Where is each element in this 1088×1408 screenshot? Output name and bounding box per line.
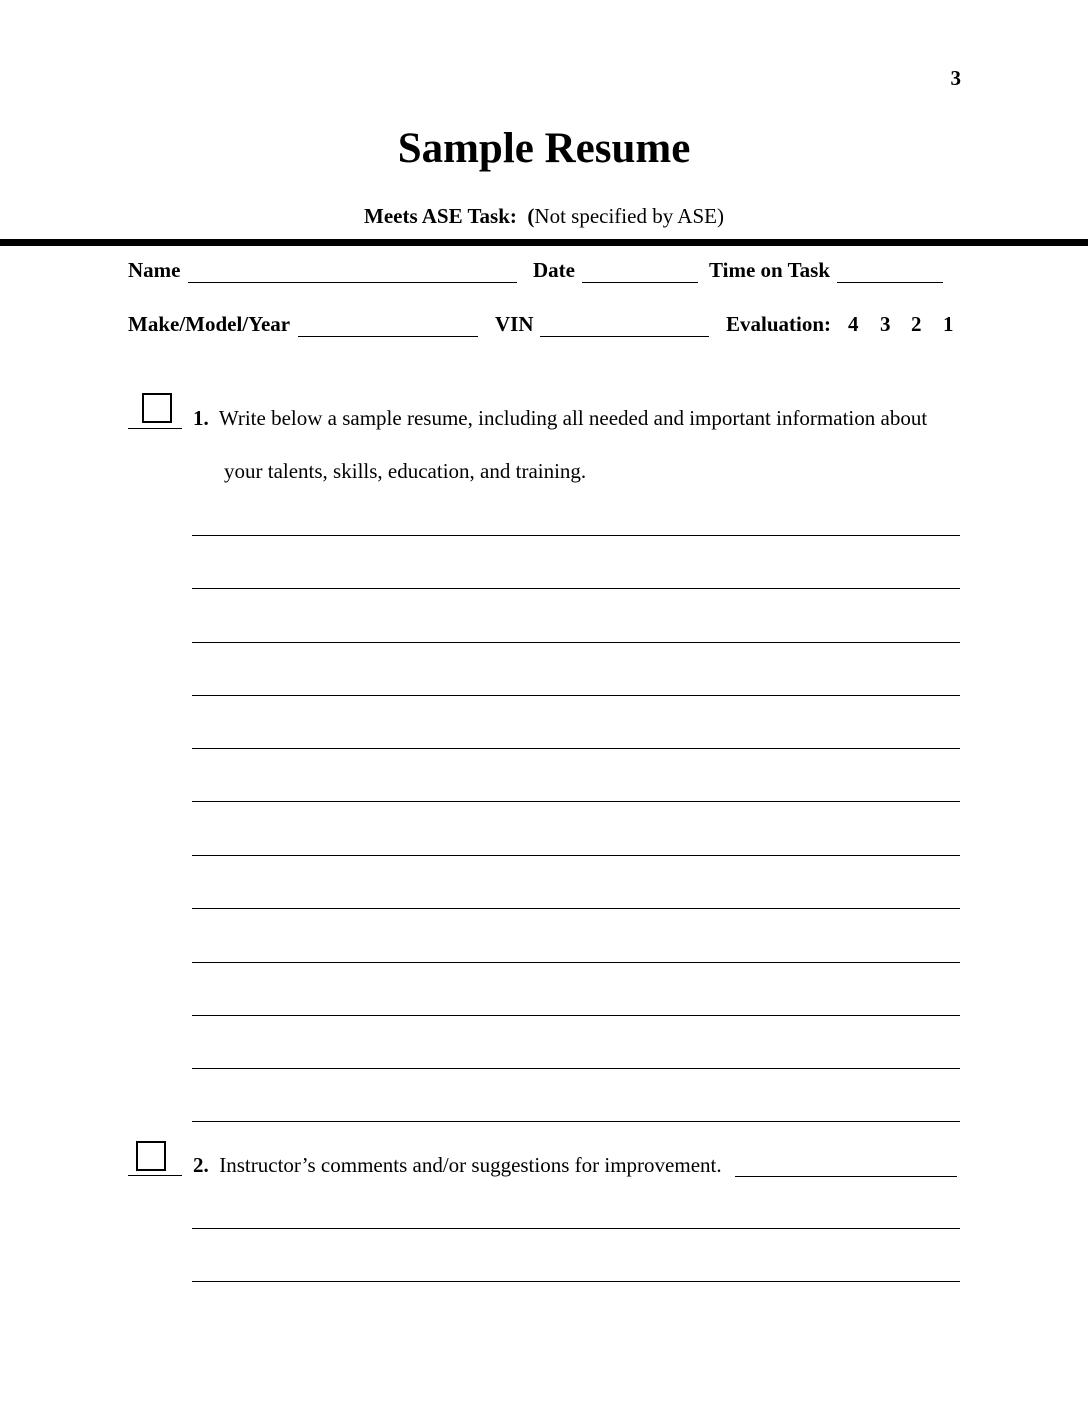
evaluation-score-1[interactable]: 1 bbox=[943, 312, 954, 336]
item-2-checkbox[interactable] bbox=[136, 1141, 166, 1171]
vin-field[interactable] bbox=[540, 314, 709, 337]
item-1-check-underline bbox=[128, 428, 182, 429]
evaluation-score-2[interactable]: 2 bbox=[911, 312, 922, 336]
item-2-check-underline bbox=[128, 1175, 182, 1176]
resume-write-line[interactable] bbox=[192, 855, 960, 856]
date-field[interactable] bbox=[582, 260, 698, 283]
resume-write-line[interactable] bbox=[192, 695, 960, 696]
page-number: 3 bbox=[950, 66, 961, 90]
item-2-text-line1 bbox=[193, 1153, 722, 1178]
make-model-year-field[interactable] bbox=[298, 314, 478, 337]
ase-task-paren: ( bbox=[527, 204, 535, 228]
resume-write-line[interactable] bbox=[192, 908, 960, 909]
resume-write-line[interactable] bbox=[192, 1068, 960, 1069]
ase-task-label: Meets ASE Task: bbox=[364, 204, 517, 228]
item-1-number: 1. bbox=[193, 406, 209, 430]
item-1-text-line2: your talents, skills, education, and training. bbox=[224, 459, 587, 483]
name-field[interactable] bbox=[188, 260, 517, 283]
make-model-year-label: Make/Model/Year bbox=[128, 312, 291, 336]
item-2-number: 2. bbox=[193, 1153, 209, 1177]
item-1-checkbox[interactable] bbox=[142, 393, 172, 423]
time-on-task-label: Time on Task bbox=[709, 258, 831, 282]
header-divider bbox=[0, 239, 1088, 246]
resume-write-line[interactable] bbox=[192, 801, 960, 802]
evaluation-label: Evaluation: bbox=[726, 312, 832, 336]
date-label: Date bbox=[533, 258, 575, 282]
ase-task-value: Not specified by ASE) bbox=[534, 204, 724, 228]
resume-write-line[interactable] bbox=[192, 1121, 960, 1122]
resume-write-line[interactable] bbox=[192, 535, 960, 536]
item-1-text-line1 bbox=[193, 406, 927, 431]
evaluation-score-4[interactable]: 4 bbox=[848, 312, 859, 336]
resume-write-line[interactable] bbox=[192, 748, 960, 749]
comments-inline-field[interactable] bbox=[735, 1154, 957, 1177]
item-2-instruction: Instructor’s comments and/or suggestions for improvement. bbox=[219, 1153, 722, 1177]
resume-write-line[interactable] bbox=[192, 962, 960, 963]
comments-write-line[interactable] bbox=[192, 1281, 960, 1282]
resume-write-line[interactable] bbox=[192, 642, 960, 643]
evaluation-score-3[interactable]: 3 bbox=[880, 312, 891, 336]
vin-label: VIN bbox=[495, 312, 534, 336]
name-label: Name bbox=[128, 258, 181, 282]
resume-write-line[interactable] bbox=[192, 1015, 960, 1016]
page-title: Sample Resume bbox=[397, 125, 691, 172]
time-on-task-field[interactable] bbox=[837, 260, 943, 283]
resume-write-line[interactable] bbox=[192, 588, 960, 589]
item-1-instruction: Write below a sample resume, including all needed and important information about bbox=[218, 406, 928, 430]
ase-task-line bbox=[0, 204, 1088, 229]
comments-write-line[interactable] bbox=[192, 1228, 960, 1229]
